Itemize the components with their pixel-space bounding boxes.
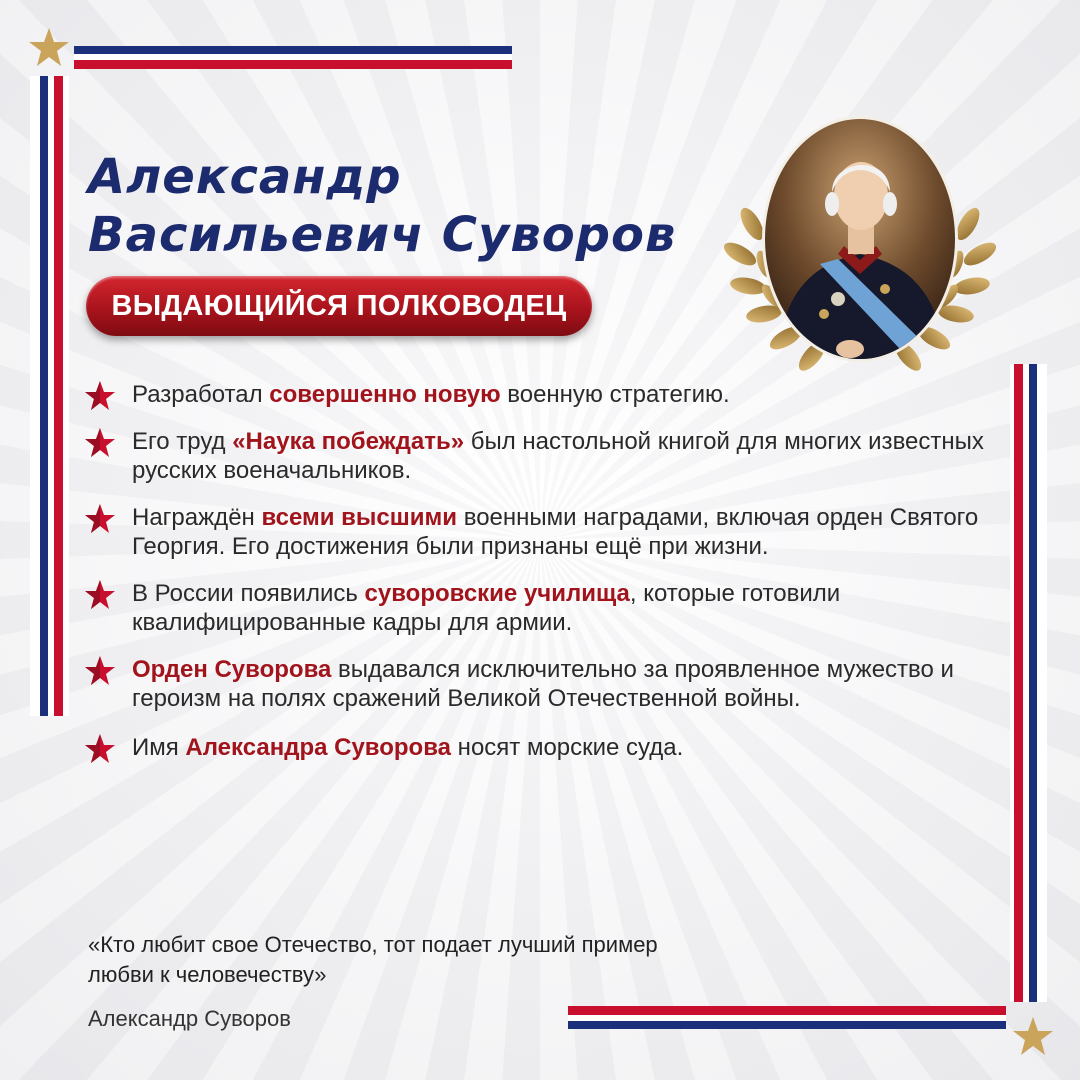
red-star-icon <box>84 655 116 687</box>
facts-list <box>84 380 984 762</box>
red-star-icon <box>84 503 116 535</box>
quote-author: Александр Суворов <box>88 1006 291 1031</box>
list-item: Разработал совершенно новую военную стратегию. <box>84 380 984 409</box>
title-line-1: Александр <box>88 149 402 205</box>
highlight-text: «Наука побеждать» <box>232 428 465 455</box>
red-star-icon <box>84 380 116 412</box>
highlight-text: совершенно новую <box>269 381 501 408</box>
red-star-icon <box>84 427 116 459</box>
top-tricolor-stripe <box>74 46 512 69</box>
list-item: Имя Александра Суворова носят морские суда. <box>84 733 984 762</box>
gold-star-icon <box>1012 1016 1054 1056</box>
list-item: В России появились суворовские училища, которые готовили квалифицированные кадры для армии. <box>84 579 984 637</box>
list-item: Орден Суворова выдавался исключительно за проявленное мужество и героизм на полях сражений Великой Отечественной войны. <box>84 655 984 713</box>
list-item: Его труд «Наука побеждать» был настольной книгой для многих известных русских военачальников. <box>84 427 984 485</box>
portrait-image <box>720 114 1000 384</box>
red-star-icon <box>84 579 116 611</box>
highlight-text: Александра Суворова <box>185 734 452 761</box>
highlight-text: Орден Суворова <box>132 656 332 683</box>
bottom-tricolor-stripe <box>568 1006 1006 1029</box>
right-tricolor-stripe <box>1010 364 1047 1002</box>
title-badge: ВЫДАЮЩИЙСЯ ПОЛКОВОДЕЦ <box>86 276 592 336</box>
quote-text: «Кто любит свое Отечество, тот подает лучший пример любви к человечеству» <box>88 932 658 987</box>
left-tricolor-stripe <box>30 76 69 716</box>
title-line-2: Васильевич Суворов <box>88 207 677 263</box>
page-title <box>88 148 676 264</box>
list-item: Награждён всеми высшими военными наградами, включая орден Святого Георгия. Его достижения были признаны ещё при жизни. <box>84 503 984 561</box>
gold-star-icon <box>28 27 70 67</box>
highlight-text: всеми высшими <box>261 504 458 531</box>
red-star-icon <box>84 733 116 765</box>
highlight-text: суворовские училища <box>364 580 630 607</box>
